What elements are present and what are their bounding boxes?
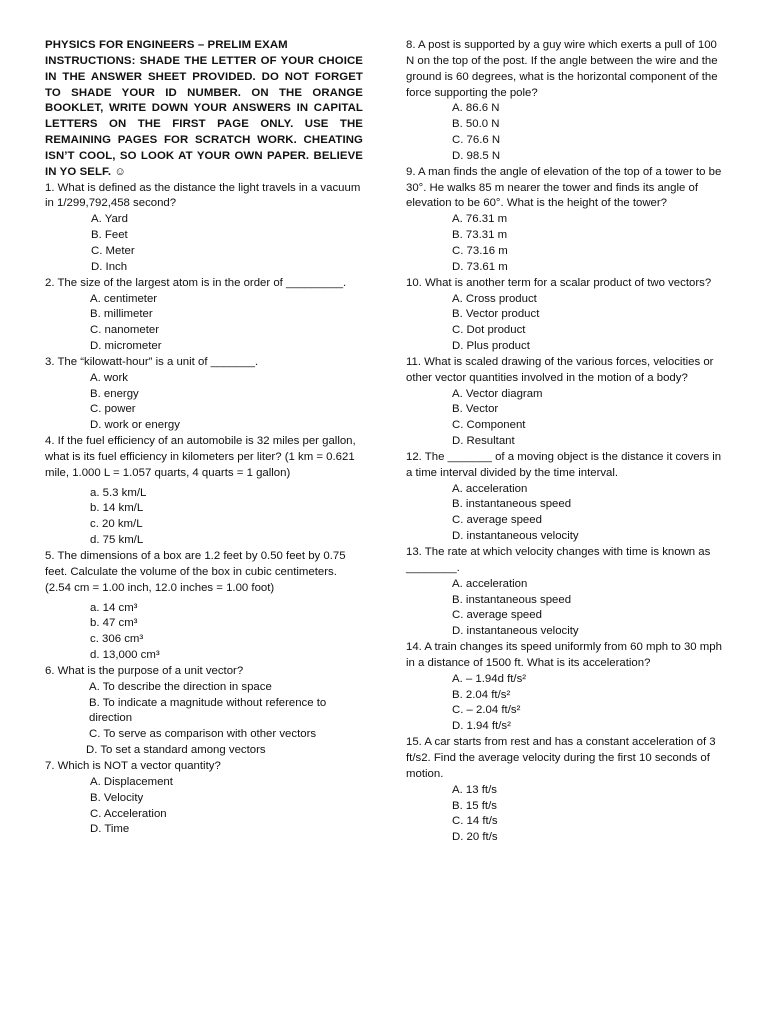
option: B. 15 ft/s [452,799,497,812]
option: A. Vector diagram [452,387,543,400]
question-8 [406,38,724,165]
question-text: 2. The size of the largest atom is in the order of _________. [45,276,347,289]
option: C. average speed [452,514,542,527]
question-14 [406,640,724,735]
question-2 [45,276,363,355]
option: C. nanometer [90,324,160,337]
option-list [406,292,724,355]
option: A. Displacement [90,775,173,788]
option-list [45,486,363,549]
option: D. 1.94 ft/s² [452,720,511,733]
option: D. Plus product [452,340,530,353]
option: A. acceleration [452,577,528,590]
option: A. To describe the direction in space [89,680,272,693]
option: C. To serve as comparison with other vectors [89,728,317,741]
question-text: 9. A man finds the angle of elevation of the top of a tower to be 30°. He walks 85 m nearer the tower and finds its angle of elevation to be 60°. What is the height of the tower? [406,165,722,210]
question-text: 10. What is another term for a scalar product of two vectors? [406,276,712,289]
option: B. 50.0 N [452,118,500,131]
option: C. – 2.04 ft/s² [452,704,521,717]
option-list [45,292,363,355]
question-text: 1. What is defined as the distance the light travels in a vacuum in 1/299,792,458 second? [45,181,361,210]
option: D. instantaneous velocity [452,530,579,543]
option-list [406,577,724,640]
question-15 [406,735,724,846]
option: D. 98.5 N [452,149,501,162]
option: d. 75 km/L [90,534,144,547]
option: D. 20 ft/s [452,831,498,844]
option: A. centimeter [90,292,158,305]
option-list [45,680,363,759]
option: A. acceleration [452,482,528,495]
option-list [45,601,363,664]
option: C. average speed [452,609,542,622]
option: A. work [90,371,128,384]
question-text: 15. A car starts from rest and has a constant acceleration of 3 ft/s2. Find the average velocity during the first 10 seconds of motion. [406,736,716,780]
option: C. 14 ft/s [452,815,498,828]
option: D. Inch [91,260,128,273]
exam-header [45,38,363,181]
option: B. energy [90,387,139,400]
question-text: 8. A post is supported by a guy wire which exerts a pull of 100 N on the top of the post. If the angle between the wire and the ground is 60 degrees, what is the horizontal component of the force supporting the pole? [406,39,718,99]
option: D. Resultant [452,435,515,448]
option-list [45,775,363,838]
option: b. 47 cm³ [90,617,138,630]
option: B. 73.31 m [452,229,508,242]
option: D. To set a standard among vectors [86,744,266,757]
option: D. work or energy [90,419,180,432]
option: B. To indicate a magnitude without reference to direction [89,696,327,725]
question-11 [406,355,724,450]
question-text: 13. The rate at which velocity changes with time is known as ________. [406,546,711,574]
question-text: 11. What is scaled drawing of the various forces, velocities or other vector quantities involved in the motion of a body? [406,355,714,384]
option: B. 2.04 ft/s² [452,688,511,701]
question-text: 12. The _______ of a moving object is the distance it covers in a time interval divided by the time interval. [406,450,722,479]
question-text: 4. If the fuel efficiency of an automobile is 32 miles per gallon, what is its fuel efficiency in kilometers per liter? (1 km = 0.621 mile, 1.000 L = 1.057 quarts, 4 quarts = 1 gallon) [45,435,356,479]
option: A. – 1.94d ft/s² [452,672,527,685]
option: B. instantaneous speed [452,498,572,511]
question-text: 14. A train changes its speed uniformly from 60 mph to 30 mph in a distance of 1500 ft. What is its acceleration? [406,641,722,669]
option: C. Meter [91,244,135,257]
option: b. 14 km/L [90,502,144,515]
question-6 [45,664,363,759]
option: C. Acceleration [90,807,167,820]
question-10 [406,276,724,355]
option: A. Yard [91,213,128,226]
smiley-icon: ☺ [114,165,127,178]
option-list [45,371,363,434]
question-1 [45,181,363,276]
option: B. Feet [91,229,128,242]
question-text: 7. Which is NOT a vector quantity? [45,759,221,772]
question-12 [406,450,724,545]
option-list [406,482,724,545]
option: c. 20 km/L [90,518,143,531]
instructions-text: INSTRUCTIONS: SHADE THE LETTER OF YOUR CHOICE IN THE ANSWER SHEET PROVIDED. DO NOT FORGET TO SHADE YOUR ID NUMBER. ON THE ORANGE BOOKLET, WRITE DOWN YOUR ANSWERS IN CAPITAL LETTERS ON THE FIRST PAGE ONLY. USE THE REMAINING PAGES FOR SCRATCH WORK. CHEATING ISN’T COOL, SO LOOK AT YOUR OWN PAPER. BELIEVE IN YO SELF. [45,54,363,178]
option-list [45,212,363,275]
option: D. Time [90,823,130,836]
option: C. Dot product [452,324,526,337]
option: C. Component [452,419,526,432]
option: D. instantaneous velocity [452,625,579,638]
option-list [406,783,724,846]
option: d. 13,000 cm³ [90,649,160,662]
option-list [406,387,724,450]
option: C. 73.16 m [452,244,508,257]
option: B. Vector [452,403,499,416]
right-column [406,38,724,846]
option-list [406,672,724,735]
option: B. instantaneous speed [452,593,572,606]
option: B. Velocity [90,791,144,804]
option-list [406,212,724,275]
option: D. 73.61 m [452,260,508,273]
option: c. 306 cm³ [90,633,144,646]
option: a. 14 cm³ [90,601,138,614]
option: B. millimeter [90,308,153,321]
exam-instructions [45,54,363,181]
option: a. 5.3 km/L [90,486,147,499]
option: D. micrometer [90,340,162,353]
option: A. 76.31 m [452,213,508,226]
question-7 [45,759,363,838]
option-list [406,101,724,164]
question-5 [45,549,363,664]
question-text: 6. What is the purpose of a unit vector? [45,664,244,677]
question-text: 3. The “kilowatt-hour” is a unit of _______. [45,355,259,368]
option: A. 13 ft/s [452,783,497,796]
option: B. Vector product [452,308,540,321]
left-column [45,38,363,838]
question-text: 5. The dimensions of a box are 1.2 feet by 0.50 feet by 0.75 feet. Calculate the volume of the box in cubic centimeters. (2.54 cm = 1.00 inch, 12.0 inches = 1.00 foot) [45,550,346,594]
option: C. power [90,403,136,416]
option: C. 76.6 N [452,134,501,147]
exam-title: PHYSICS FOR ENGINEERS – PRELIM EXAM [45,39,288,51]
question-13 [406,545,724,640]
option: A. 86.6 N [452,102,500,115]
question-9 [406,165,724,276]
option: A. Cross product [452,292,537,305]
question-4 [45,434,363,549]
question-3 [45,355,363,434]
